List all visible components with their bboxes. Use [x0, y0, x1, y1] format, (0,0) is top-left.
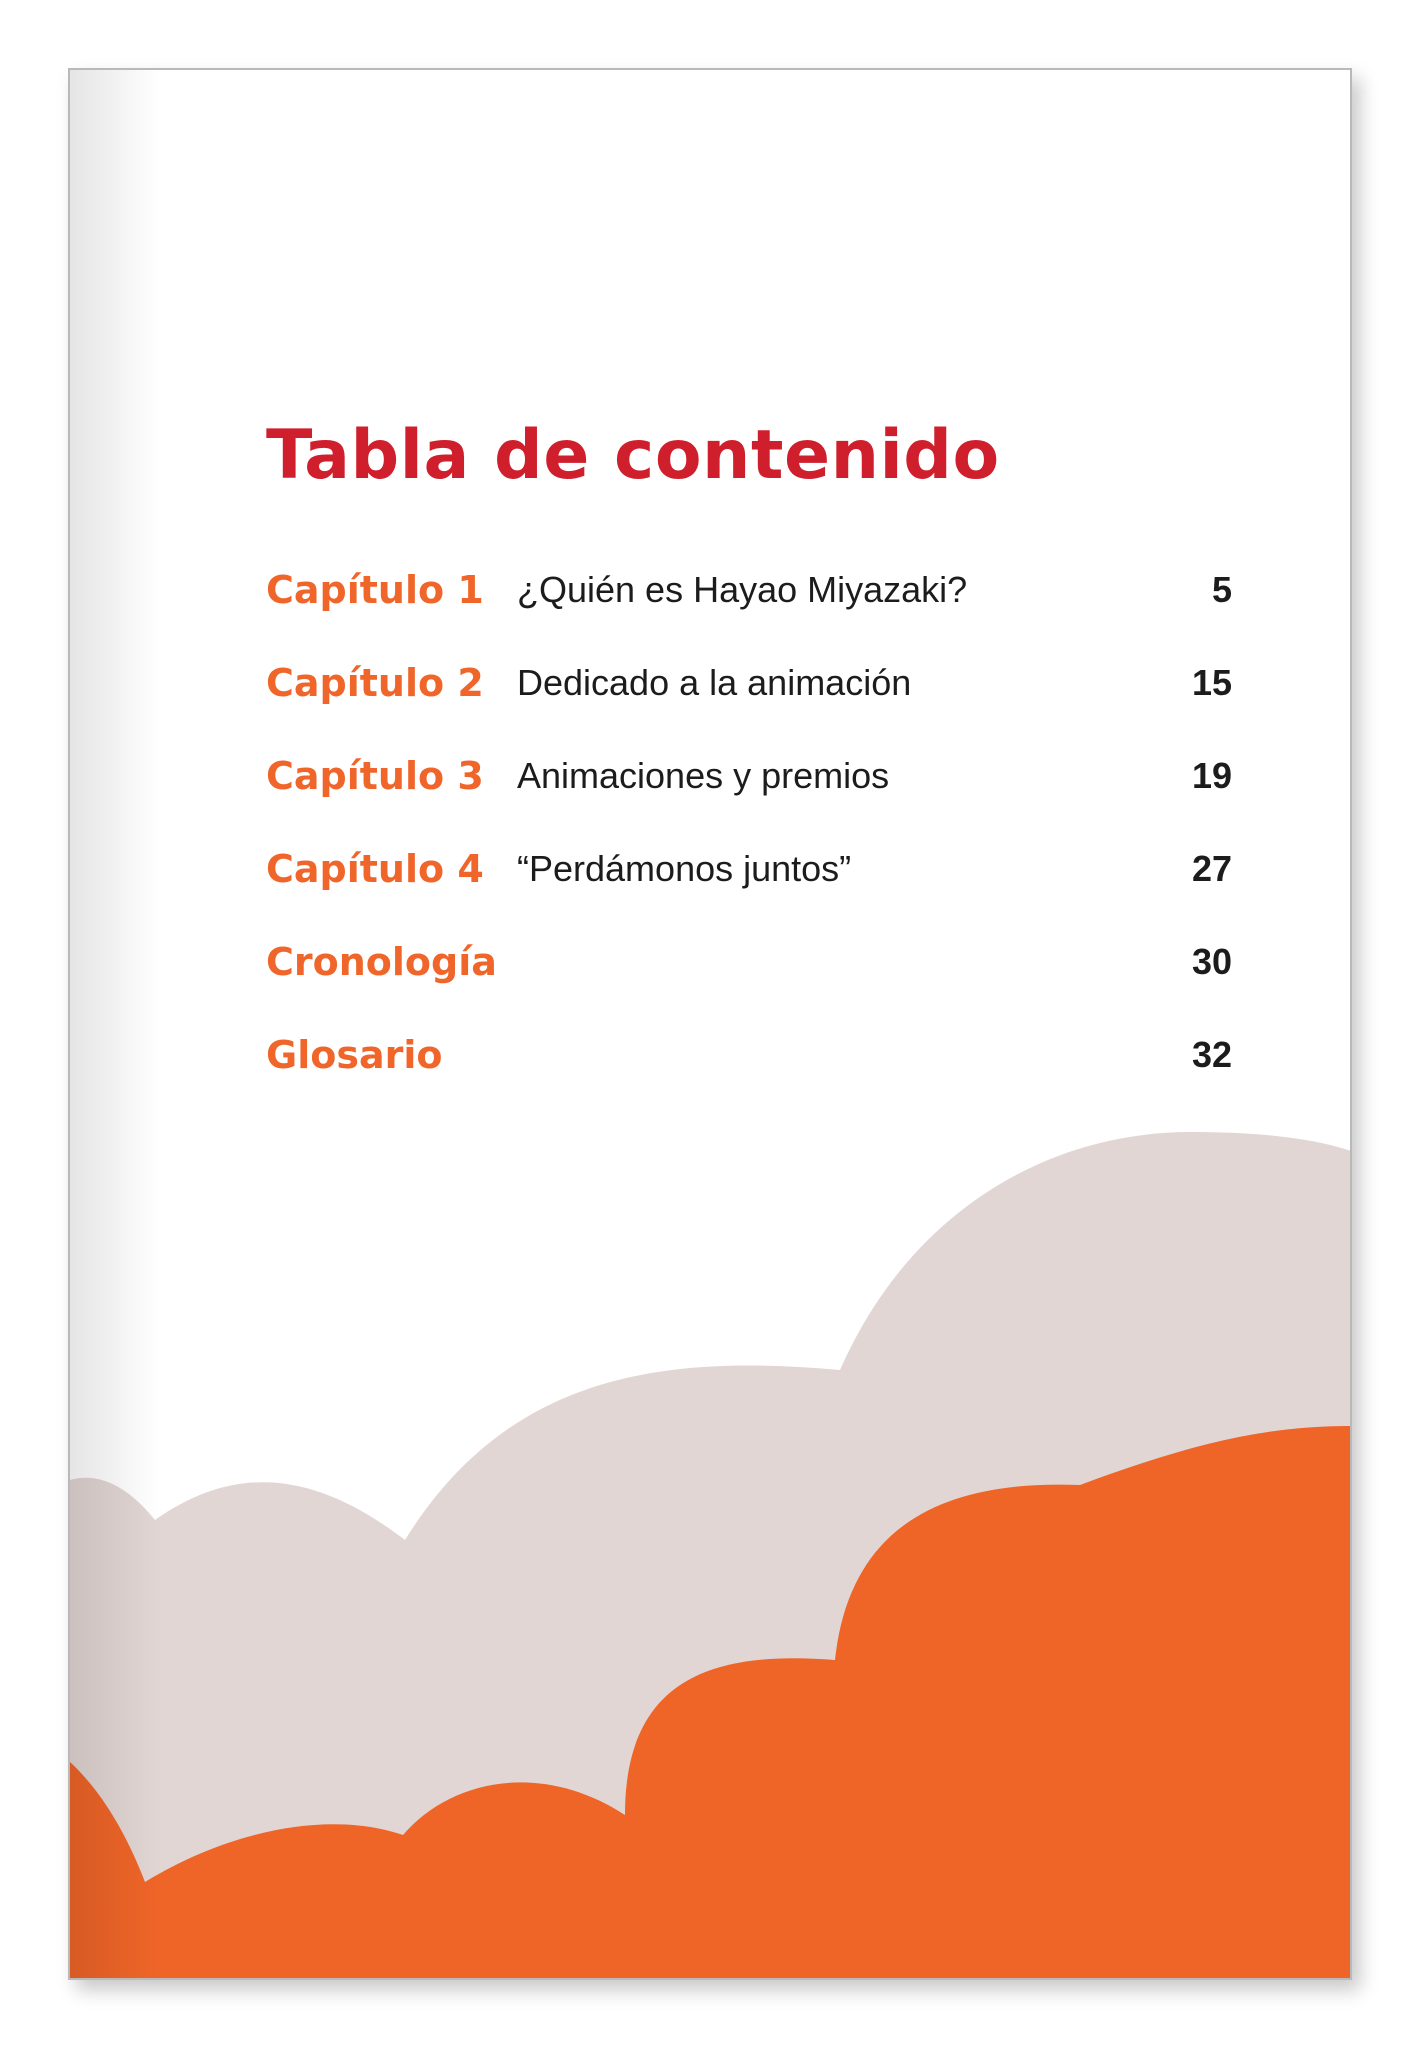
toc-list [266, 560, 1232, 1118]
toc-entry-label: Capítulo 1 [266, 568, 484, 612]
toc-entry-title: Dedicado a la animación [517, 662, 912, 703]
toc-entry [266, 560, 1232, 653]
toc-entry [266, 746, 1232, 839]
toc-entry-page: 27 [1191, 848, 1232, 889]
toc-entry-title: Animaciones y premios [517, 755, 890, 796]
toc-entry [266, 839, 1232, 932]
toc-entry-page: 30 [1191, 941, 1232, 982]
toc-entry-label: Capítulo 2 [266, 661, 484, 705]
toc-entry [266, 653, 1232, 746]
toc-entry-page: 15 [1191, 662, 1232, 703]
toc-title: Tabla de contenido [266, 416, 1000, 495]
toc-entry [266, 932, 1232, 1025]
book-page [68, 68, 1352, 1980]
toc-entry-title: “Perdámonos juntos” [517, 848, 852, 889]
toc-entry [266, 1025, 1232, 1118]
toc-entry-title: ¿Quién es Hayao Miyazaki? [517, 569, 968, 610]
toc-entry-label: Capítulo 4 [266, 847, 484, 891]
toc-entry-page: 5 [1211, 569, 1232, 610]
toc-entry-label: Glosario [266, 1033, 443, 1077]
toc-entry-page: 19 [1191, 755, 1232, 796]
toc-entry-label: Capítulo 3 [266, 754, 484, 798]
toc-entry-page: 32 [1191, 1034, 1232, 1075]
toc-entry-label: Cronología [266, 940, 497, 984]
